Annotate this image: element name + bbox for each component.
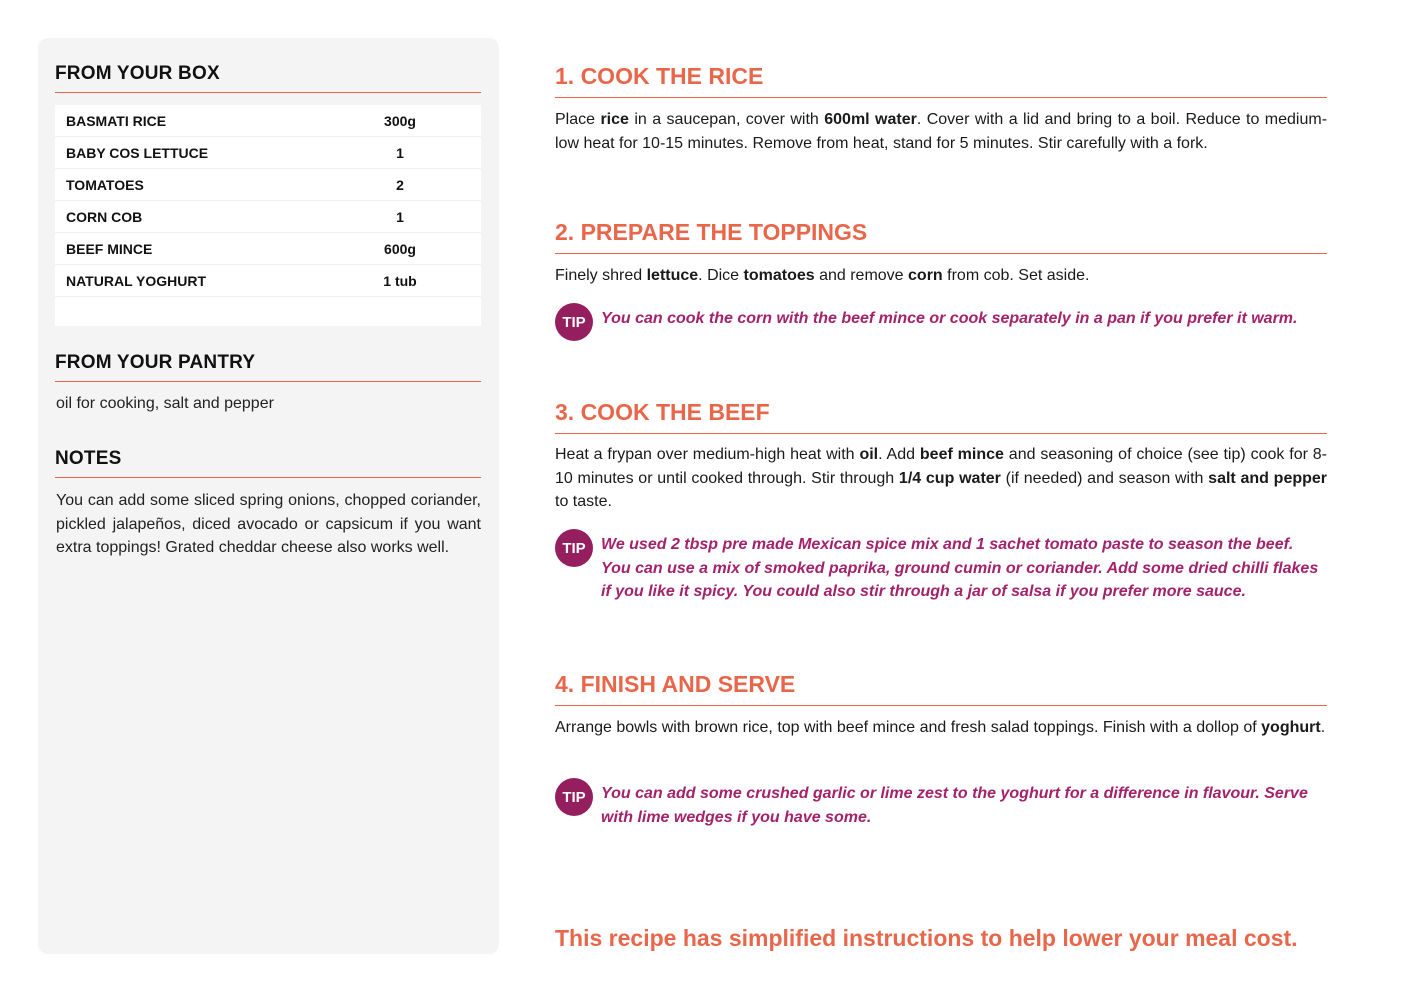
step-text-run: Finely shred <box>555 267 647 284</box>
ingredient-name: BEEF MINCE <box>66 240 153 257</box>
step-text-run: . <box>1320 719 1326 736</box>
table-row <box>55 201 481 233</box>
step-text-run: . Add <box>878 446 920 463</box>
tip-text: You can cook the corn with the beef mince or cook separately in a pan if you prefer it warm. <box>601 310 1298 327</box>
step-text-run: and remove <box>814 267 909 284</box>
box-ingredients-table <box>55 105 481 326</box>
ingredient-name: BASMATI RICE <box>66 112 167 129</box>
tip-text: You can add some crushed garlic or lime zest to the yoghurt for a difference in flavour. Serve with lime wedges if you have some. <box>601 785 1308 826</box>
notes-heading: NOTES <box>55 448 481 478</box>
step-1-heading: 1. COOK THE RICE <box>555 63 1327 98</box>
ingredient-highlight: 1/4 cup water <box>898 469 1001 487</box>
ingredient-name: CORN COB <box>66 208 143 225</box>
ingredient-name: NATURAL YOGHURT <box>66 272 206 289</box>
step-3-heading: 3. COOK THE BEEF <box>555 399 1327 434</box>
pantry-items-text: oil for cooking, salt and pepper <box>56 395 274 412</box>
step-text-run: . Cover with a lid and bring to a boil. Reduce to medium-low heat for 10-15 minutes. Remove from heat, stand for 5 minutes. Stir carefully with a fork. <box>555 111 1328 152</box>
ingredient-qty: 2 <box>396 176 404 193</box>
tip-badge-icon: TIP <box>555 529 593 567</box>
step-4-text <box>555 716 1327 740</box>
step-text-run: from cob. Set aside. <box>942 267 1090 284</box>
table-row <box>55 137 481 169</box>
ingredient-highlight: 600ml water <box>824 111 917 128</box>
simplified-recipe-note: This recipe has simplified instructions to help lower your meal cost. <box>555 925 1298 951</box>
ingredient-qty: 600g <box>384 240 416 257</box>
ingredient-highlight: lettuce <box>646 267 699 284</box>
from-your-pantry-heading: FROM YOUR PANTRY <box>55 352 481 382</box>
step-4-heading: 4. FINISH AND SERVE <box>555 671 1327 706</box>
step-text-run: Place <box>555 111 601 128</box>
ingredients-panel <box>38 38 499 954</box>
table-row <box>55 233 481 265</box>
ingredient-highlight: salt and pepper <box>1208 469 1328 487</box>
step-text-run: . Dice <box>698 267 744 284</box>
step-text-run: (if needed) and season with <box>1000 469 1209 487</box>
step-3-text <box>555 443 1327 514</box>
step-text-run: Arrange bowls with brown rice, top with beef mince and fresh salad toppings. Finish with a dollop of <box>555 719 1262 736</box>
ingredient-highlight: rice <box>600 111 629 128</box>
from-your-box-heading: FROM YOUR BOX <box>55 63 481 93</box>
step-text-run: and seasoning of choice (see tip) cook for 8-10 minutes or until cooked through. Stir through <box>555 446 1328 487</box>
ingredient-highlight: tomatoes <box>743 267 815 284</box>
step-text-run: Heat a frypan over medium-high heat with <box>555 446 860 463</box>
ingredient-qty: 1 tub <box>383 272 417 289</box>
method-section <box>555 0 1327 992</box>
ingredient-qty: 1 <box>396 208 404 225</box>
tip-text: We used 2 tbsp pre made Mexican spice mix and 1 sachet tomato paste to season the beef. You can use a mix of smoked paprika, ground cumin or coriander. Add some dried chilli flakes if you like it spicy. You could also stir through a jar of salsa if you prefer more sauce. <box>601 536 1319 600</box>
ingredient-name: TOMATOES <box>66 176 144 193</box>
ingredient-highlight: corn <box>908 267 943 284</box>
step-1-text <box>555 108 1327 155</box>
step-2-text <box>555 264 1327 288</box>
ingredient-qty: 300g <box>384 112 416 129</box>
tip-badge-icon: TIP <box>555 303 593 341</box>
ingredient-qty: 1 <box>396 144 404 161</box>
step-text-run: in a saucepan, cover with <box>628 111 825 128</box>
table-row <box>55 265 481 297</box>
ingredient-highlight: oil <box>859 446 879 463</box>
tip-badge-icon: TIP <box>555 778 593 816</box>
table-row <box>55 169 481 201</box>
step-text-run: to taste. <box>555 493 612 510</box>
step-2-heading: 2. PREPARE THE TOPPINGS <box>555 219 1327 254</box>
ingredient-highlight: yoghurt <box>1261 719 1321 736</box>
notes-text: You can add some sliced spring onions, chopped coriander, pickled jalapeños, diced avocado or capsicum if you want extra toppings! Grated cheddar cheese also works well. <box>56 492 481 556</box>
ingredient-highlight: beef mince <box>919 446 1004 463</box>
table-row <box>55 105 481 137</box>
ingredient-name: BABY COS LETTUCE <box>66 144 209 161</box>
